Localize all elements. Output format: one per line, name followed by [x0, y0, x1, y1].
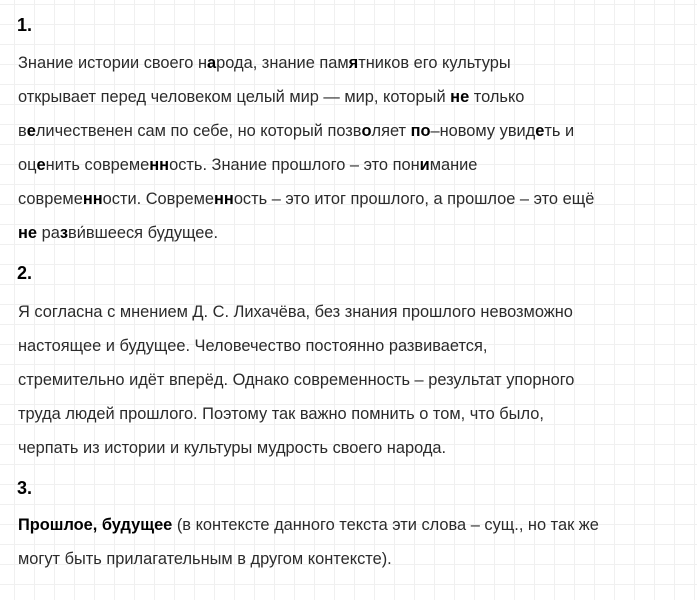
section-2-line-3: стремительно идёт вперёд. Однако современность – результат упорного [18, 371, 575, 389]
section-3-bold-words: Прошлое, будущее [18, 516, 173, 534]
section-2-line-2: настоящее и будущее. Человечество постоянно развивается, [18, 337, 488, 355]
section-1-line-2: открывает перед человеком целый мир — мир, который не только [18, 88, 525, 106]
section-3-number: 3. [17, 478, 33, 498]
section-3-text [18, 508, 688, 576]
section-2-number: 2. [17, 263, 33, 283]
section-2-line-1: Я согласна с мнением Д. С. Лихачёва, без знания прошлого невозможно [18, 303, 573, 321]
section-1-line-6: не разви́вшееся будущее. [18, 224, 219, 242]
section-2-text [18, 295, 688, 465]
section-1-number: 1. [17, 15, 33, 35]
section-3-line-1: Прошлое, будущее (в контексте данного текста эти слова – сущ., но так же [18, 516, 599, 534]
section-1-line-4: оценить современность. Знание прошлого – это понимание [18, 156, 478, 174]
section-2-line-4: труда людей прошлого. Поэтому так важно помнить о том, что было, [18, 405, 544, 423]
section-1-line-1: Знание истории своего народа, знание памятников его культуры [18, 54, 511, 72]
section-1-line-3: величественен сам по себе, но который позволяет по–новому увидеть и [18, 122, 575, 140]
section-1-line-5: современности. Современность – это итог прошлого, а прошлое – это ещё [18, 190, 595, 208]
section-3-line-2: могут быть прилагательным в другом контексте). [18, 550, 392, 568]
section-2-line-5: черпать из истории и культуры мудрость своего народа. [18, 439, 447, 457]
section-1-text [18, 46, 688, 250]
